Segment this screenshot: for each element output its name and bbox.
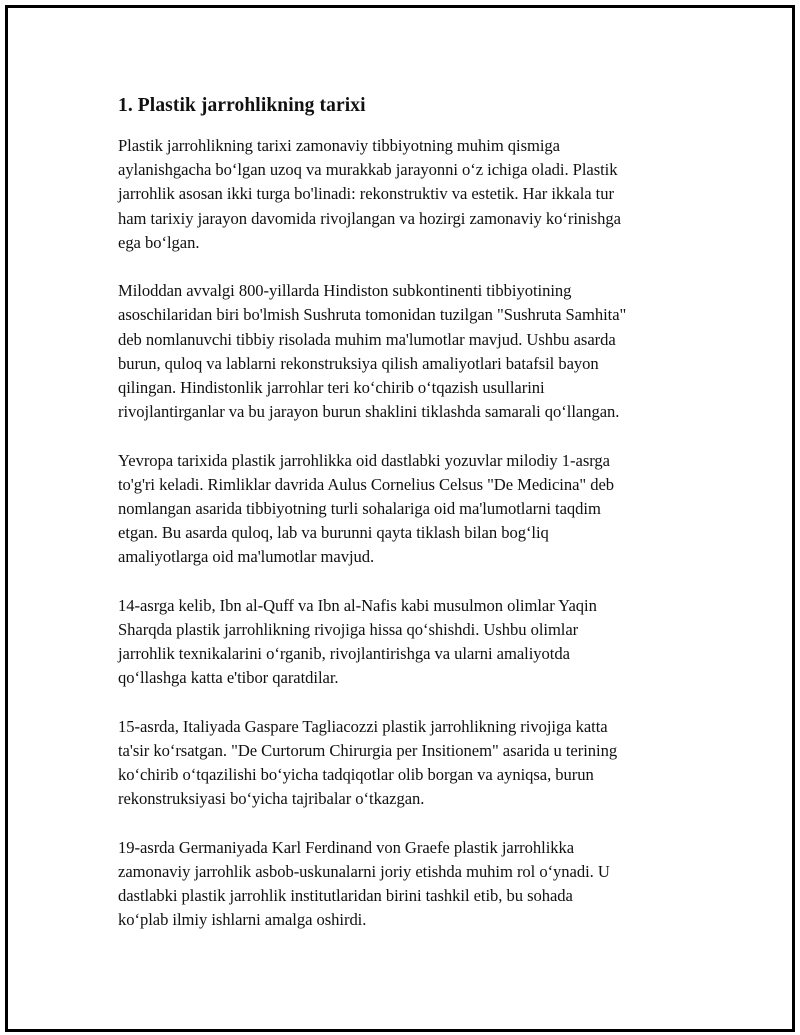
paragraph-14th-century — [118, 594, 678, 691]
paragraph-india — [118, 279, 678, 424]
text-line: burun, quloq va lablarni rekonstruksiya qilish amaliyotlari batafsil bayon — [118, 353, 599, 373]
text-line: 14-asrga kelib, Ibn al-Quff va Ibn al-Nafis kabi musulmon olimlar Yaqin — [118, 595, 597, 615]
text-line: Miloddan avvalgi 800-yillarda Hindiston subkontinenti tibbiyotining — [118, 281, 572, 301]
paragraph-intro — [118, 134, 678, 255]
text-line: to'g'ri keladi. Rimliklar davrida Aulus Cornelius Celsus "De Medicina" deb — [118, 474, 615, 494]
text-line: 19-asrda Germaniyada Karl Ferdinand von Graefe plastik jarrohlikka — [118, 837, 575, 857]
text-line: rekonstruksiyasi bo‘yicha tajribalar o‘tkazgan. — [118, 789, 425, 809]
text-line: ko‘chirib o‘tqazilishi bo‘yicha tadqiqotlar olib borgan va ayniqsa, burun — [118, 765, 594, 785]
text-line: jarrohlik texnikalarini o‘rganib, rivojlantirishga va ularni amaliyotda — [118, 644, 570, 664]
text-line: asoschilaridan biri bo'lmish Sushruta tomonidan tuzilgan "Sushruta Samhita" — [118, 305, 627, 325]
text-line: deb nomlanuvchi tibbiy risolada muhim ma'lumotlar mavjud. Ushbu asarda — [118, 329, 616, 349]
paragraph-15th-century — [118, 715, 678, 812]
text-line: jarrohlik asosan ikki turga bo'linadi: rekonstruktiv va estetik. Har ikkala tur — [118, 184, 614, 204]
text-line: amaliyotlarga oid ma'lumotlar mavjud. — [118, 547, 375, 567]
text-line: dastlabki plastik jarrohlik institutlaridan birini tashkil etib, bu sohada — [118, 886, 573, 906]
text-line: 15-asrda, Italiyada Gaspare Tagliacozzi plastik jarrohlikning rivojiga katta — [118, 716, 608, 736]
text-line: ega bo‘lgan. — [118, 232, 200, 252]
text-line: Yevropa tarixida plastik jarrohlikka oid dastlabki yozuvlar milodiy 1-asrga — [118, 450, 610, 470]
text-line: qo‘llashga katta e'tibor qaratdilar. — [118, 668, 339, 688]
text-line: ta'sir ko‘rsatgan. "De Curtorum Chirurgia per Insitionem" asarida u terining — [118, 741, 618, 761]
text-line: etgan. Bu asarda quloq, lab va burunni qayta tiklash bilan bog‘liq — [118, 523, 549, 543]
section-heading: 1. Plastik jarrohlikning tarixi — [118, 95, 366, 116]
text-line: rivojlantirganlar va bu jarayon burun shaklini tiklashda samarali qo‘llangan. — [118, 402, 620, 422]
text-line: aylanishgacha bo‘lgan uzoq va murakkab jarayonni o‘z ichiga oladi. Plastik — [118, 160, 618, 180]
text-line: ko‘plab ilmiy ishlarni amalga oshirdi. — [118, 910, 367, 930]
text-line: Plastik jarrohlikning tarixi zamonaviy tibbiyotning muhim qismiga — [118, 136, 560, 155]
paragraph-19th-century — [118, 836, 678, 933]
text-line: zamonaviy jarrohlik asbob-uskunalarni joriy etishda muhim rol o‘ynadi. U — [118, 862, 610, 882]
document-body — [118, 94, 678, 957]
text-line: ham tarixiy jarayon davomida rivojlangan va hozirgi zamonaviy ko‘rinishga — [118, 208, 621, 228]
text-line: Sharqda plastik jarrohlikning rivojiga hissa qo‘shishdi. Ushbu olimlar — [118, 620, 579, 640]
paragraph-europe — [118, 449, 678, 570]
text-line: qilingan. Hindistonlik jarrohlar teri ko‘chirib o‘tqazish usullarini — [118, 378, 545, 398]
text-line: nomlangan asarida tibbiyotning turli sohalariga oid ma'lumotlarni taqdim — [118, 499, 601, 519]
